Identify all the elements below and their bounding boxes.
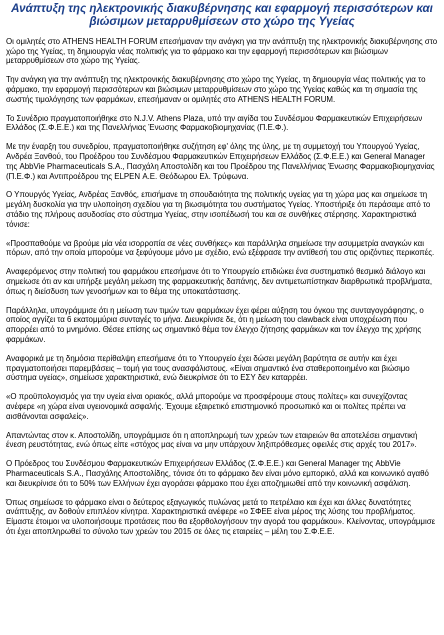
- paragraph: Οι ομιλητές στο ATHENS HEALTH FORUM επεσήμαναν την ανάγκη για την ανάπτυξη της ηλεκτρονικής διακυβέρνησης στο χώρο της Υγείας, τη δημιουργία νέας πολιτικής για το φάρμακο και την εφαρμογή περισσότερων και βιώσιμων μεταρρυθμίσεων στο χώρο της Υγείας.: [6, 36, 438, 66]
- paragraph: Ο Υπουργός Υγείας, Ανδρέας Ξανθός, επισήμανε τη σπουδαιότητα της πολιτικής υγείας για τη χώρα μας και σημείωσε τη μεγάλη δυσκολία για την υλοποίηση σχεδίου για τη βιωσιμότητα του συστήματος Υγείας. Υποστήριξε ότι περάσαμε από το στάδιο της πλήρους ασυδοσίας στο σύστημα Υγείας, στην ισοπέδωσή του και σε συνθήκες στέρησης. Χαρακτηριστικά τόνισε:: [6, 190, 431, 229]
- paragraph: Όπως σημείωσε το φάρμακο είναι ο δεύτερος εξαγωγικός πυλώνας μετά το πετρέλαιο και έχει και άλλες δυνατότητες ανάπτυξης, αν δοθούν επιπλέον κίνητρα. Χαρακτηριστικά ανέφερε «ο ΣΦΕΕ είναι μέρος της λύσης του προβλήματος. Είμαστε έτοιμοι να υλοποιήσουμε προτάσεις που θα εξορθολογήσουν την αγορά του φαρμάκου». Κλείνοντας, υπογράμμισε ότι έχει αποπληρωθεί το σύνολο των χρεών του 2015 σε όλες τις εταιρείες – μέλη του Σ.Φ.Ε.Ε.: [6, 497, 436, 536]
- paragraph: «Ο προϋπολογισμός για την υγεία είναι οριακός, αλλά μπορούμε να προσφέρουμε στους πολίτες» και συνεχίζοντας ανέφερε «η χώρα είναι υγειονομικά ασφαλής. Έχουμε εξαιρετικό επιστημονικό προσωπικό και οι πολίτες πρέπει να αισθάνονται ασφαλείς».: [6, 392, 408, 421]
- paragraph: Αναφερόμενος στην πολιτική του φαρμάκου επεσήμανε ότι το Υπουργείο επιδιώκει ένα συστηματικό θεσμικό διάλογο και σημείωσε ότι αν και υπήρξε μεγάλη μείωση της φαρμακευτικής δαπάνης, δεν αντιμετωπίστηκαν διαρθρωτικά προβλήματα, όπως η διείσδυση των γενοσήμων και το θέμα της υποκατάστασης.: [6, 267, 433, 296]
- article-title: Ανάπτυξη της ηλεκτρονικής διακυβέρνησης και εφαρμογή περισσότερων και βιώσιμων μεταρρυθμίσεων στο χώρο της Υγείας: [11, 2, 433, 29]
- paragraph: Ο Πρόεδρος του Συνδέσμου Φαρμακευτικών Επιχειρήσεων Ελλάδος (Σ.Φ.Ε.Ε.) και General Manager της AbbVie Pharmaceuticals S.A., Πασχάλης Αποστολίδης, τόνισε ότι το φάρμακο δεν είναι μόνο εμπορικό, αλλά και κοινωνικό αγαθό και διευκρίνισε ότι το 50% των Ελλήνων έχει αγοράσει φάρμακο που έχει αποζημιωθεί από την κοινωνική ασφάλιση.: [6, 459, 429, 488]
- paragraph: «Προσπαθούμε να βρούμε μία νέα ισορροπία σε νέες συνθήκες» και παράλληλα σημείωσε την ασυμμετρία αναγκών και πόρων, από την οποία μπορούμε να ξεφύγουμε μόνο με σχέδιο, ενώ εξέφρασε την αντίθεσή του στις οριζόντιες περικοπές.: [6, 238, 435, 258]
- paragraph: Απαντώντας στον κ. Αποστολίδη, υπογράμμισε ότι η αποπληρωμή των χρεών των εταιρειών θα αποτελέσει σημαντική ένεση ρευστότητας, ενώ όπως είπε «στόχος μας είναι να μην υπάρχουν ληξιπρόθεσμες οφειλές στις αρχές του 2017».: [6, 430, 418, 450]
- paragraph: Το Συνέδριο πραγματοποιήθηκε στο N.J.V. Athens Plaza, υπό την αιγίδα του Συνδέσμου Φαρμακευτικών Επιχειρήσεων Ελλάδος (Σ.Φ.Ε.Ε.) και της Πανελλήνιας Ένωσης Φαρμακοβιομηχανίας (Π.Ε.Φ.).: [6, 113, 423, 133]
- paragraph: Την ανάγκη για την ανάπτυξη της ηλεκτρονικής διακυβέρνησης στο χώρο της Υγείας, τη δημιουργία νέας πολιτικής για το φάρμακο, την εφαρμογή περισσότερων και βιώσιμων μεταρρυθμίσεων στο χώρο της Υγείας καθώς και τη σημασία της σωστής τιμολόγησης των φαρμάκων, επεσήμαναν οι ομιλητές στο ATHENS HEALTH FORUM.: [6, 75, 426, 104]
- paragraph: Με την έναρξη του συνεδρίου, πραγματοποιήθηκε συζήτηση εφ' όλης της ύλης, με τη συμμετοχή του Υπουργού Υγείας, Ανδρέα Ξανθού, του Προέδρου του Συνδέσμου Φαρμακευτικών Επιχειρήσεων Ελλάδος (Σ.Φ.Ε.Ε.) και General Manager της AbbVie Pharmaceuticals S.A., Πασχάλη Αποστολίδη και του Προέδρου της Πανελλήνιας Ένωσης Φαρμακοβιομηχανίας (Π.Ε.Φ.) και Αντιπροέδρου της ELPEN Α.Ε. Θεόδωρου Ελ. Τρύφωνα.: [6, 142, 435, 181]
- paragraph: Αναφορικά με τη δημόσια περίθαλψη επεσήμανε ότι το Υπουργείο έχει δώσει μεγάλη βαρύτητα σε αυτήν και έχει πραγματοποιήσει παρεμβάσεις – τομή για τους ανασφάλιστους. «Είναι σημαντικό ένα σταθεροποιημένο και βιώσιμο σύστημα υγείας», σημείωσε χαρακτηριστικά, ενώ διευκρίνισε ότι το ΕΣΥ δεν καταρρέει.: [6, 353, 410, 383]
- paragraph: Παράλληλα, υπογράμμισε ότι η μείωση των τιμών των φαρμάκων έχει φέρει αύξηση του όγκου της συνταγογράφησης, ο οποίος αγγίζει τα 6 εκατομμύρια συνταγές το μήνα. Διευκρίνισε δε, ότι η μείωση του clawback είναι υποχρέωση που απορρέει από το μνημόνιο. Θέσεε επίσης ως σημαντικό θέμα τον έλεγχο ζήτησης φαρμάκων και τον έλεγχο της χρήσης φαρμάκων.: [6, 305, 424, 344]
